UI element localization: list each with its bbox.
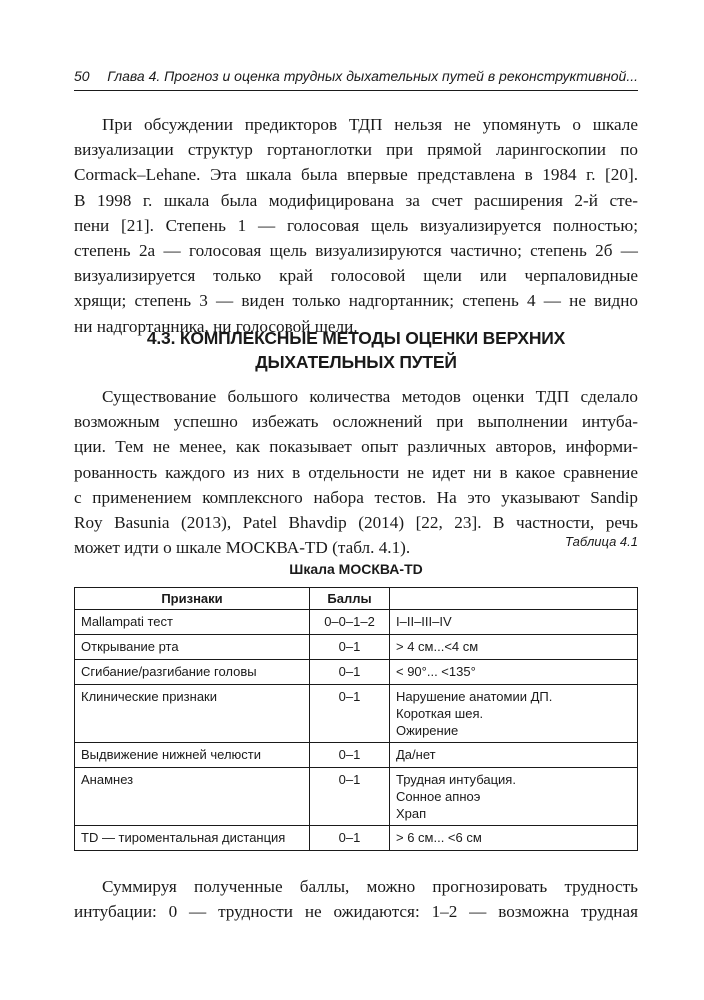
paragraph-line: При обсуждении предикторов ТДП нельзя не упомянуть о шкале (102, 115, 638, 134)
paragraph-line: Roy Basunia (2013), Patel Bhavdip (2014) [22, 23]. В частности, речь (74, 513, 638, 533)
values-cell: I–II–III–IV (390, 610, 638, 635)
value-line: Ожирение (396, 723, 459, 738)
sign-cell: Выдвижение нижней челюсти (75, 743, 310, 768)
page-number: 50 (74, 68, 90, 84)
paragraph-line: может идти о шкале МОСКВА-TD (табл. 4.1). (74, 538, 411, 558)
paragraph-line: ции. Тем не менее, как показывает опыт различных авторов, информи- (74, 437, 638, 457)
paragraph-line: ни надгортанника, ни голосовой щели. (74, 316, 358, 336)
value-line: Нарушение анатомии ДП. (396, 689, 553, 704)
table-row (75, 610, 638, 635)
table-header-row (75, 588, 638, 610)
running-header (74, 66, 638, 91)
table-title: Шкала МОСКВА-TD (289, 561, 423, 577)
points-cell: 0–1 (310, 768, 390, 826)
table-row (75, 826, 638, 851)
paragraph-line: возможным успешно избежать осложнений при выполнении интуба- (74, 412, 638, 432)
values-cell: Да/нет (390, 743, 638, 768)
sign-cell: Открывание рта (75, 635, 310, 660)
column-header-points: Баллы (310, 588, 390, 610)
table-row (75, 685, 638, 743)
paragraph-line: степень 2а — голосовая щель визуализируются частично; степень 2б — (74, 241, 638, 261)
values-cell: < 90°... <135° (390, 660, 638, 685)
paragraph-line: рованность каждого из них в отдельности не идет ни в какое сравнение (74, 462, 638, 482)
table-row (75, 743, 638, 768)
values-cell: > 4 см...<4 см (390, 635, 638, 660)
value-line: Трудная интубация. (396, 772, 516, 787)
moskva-td-table (74, 587, 638, 851)
value-line: Храп (396, 806, 427, 821)
values-cell (390, 768, 638, 826)
paragraph-line: хрящи; степень 3 — виден только надгортанник; степень 4 — не видно (74, 291, 638, 311)
paragraph-line: с применением комплексного набора тестов. На это указывают Sandip (74, 487, 638, 507)
running-title: Глава 4. Прогноз и оценка трудных дыхательных путей в реконструктивной... (107, 68, 638, 84)
sign-cell: Анамнез (75, 768, 310, 826)
points-cell: 0–1 (310, 743, 390, 768)
points-cell: 0–1 (310, 826, 390, 851)
paragraph-line: интубации: 0 — трудности не ожидаются: 1–2 — возможна трудная (74, 902, 638, 922)
paragraph-line: визуализируется только край голосовой щели или черпаловидные (74, 266, 638, 286)
table-number-label: Таблица 4.1 (565, 534, 638, 549)
points-cell: 0–1 (310, 660, 390, 685)
paragraph-line: Существование большого количества методов оценки ТДП сделало (102, 387, 638, 406)
column-header-signs: Признаки (75, 588, 310, 610)
value-line: Короткая шея. (396, 706, 484, 721)
paragraph-line: визуализации структур гортаноглотки при прямой ларингоскопии по (74, 140, 638, 160)
value-line: Сонное апноэ (396, 789, 481, 804)
paragraph-line: пени [21]. Степень 1 — голосовая щель визуализируется полностью; (74, 215, 638, 235)
sign-cell: Клинические признаки (75, 685, 310, 743)
section-heading-line: 4.3. КОМПЛЕКСНЫЕ МЕТОДЫ ОЦЕНКИ ВЕРХНИХ (146, 328, 566, 348)
points-cell: 0–0–1–2 (310, 610, 390, 635)
points-cell: 0–1 (310, 685, 390, 743)
table-row (75, 635, 638, 660)
values-cell (390, 685, 638, 743)
paragraph-cormack-lehane (74, 112, 638, 339)
paragraph-line: Суммируя полученные баллы, можно прогнозировать трудность (102, 877, 638, 896)
paragraph-complex-methods (74, 384, 638, 560)
table-row (75, 768, 638, 826)
paragraph-line: Cormack–Lehane. Эта шкала была впервые представлена в 1984 г. [20]. (74, 165, 638, 185)
paragraph-score-summary (74, 874, 638, 924)
sign-cell: Сгибание/разгибание головы (75, 660, 310, 685)
section-heading (74, 326, 638, 374)
table-row (75, 660, 638, 685)
paragraph-line: В 1998 г. шкала была модифицирована за счет расширения 2-й сте- (74, 190, 638, 210)
values-cell: > 6 см... <6 см (390, 826, 638, 851)
column-header-values (390, 588, 638, 610)
sign-cell: TD — тироментальная дистанция (75, 826, 310, 851)
points-cell: 0–1 (310, 635, 390, 660)
sign-cell: Mallampati тест (75, 610, 310, 635)
section-heading-line: ДЫХАТЕЛЬНЫХ ПУТЕЙ (255, 352, 457, 372)
